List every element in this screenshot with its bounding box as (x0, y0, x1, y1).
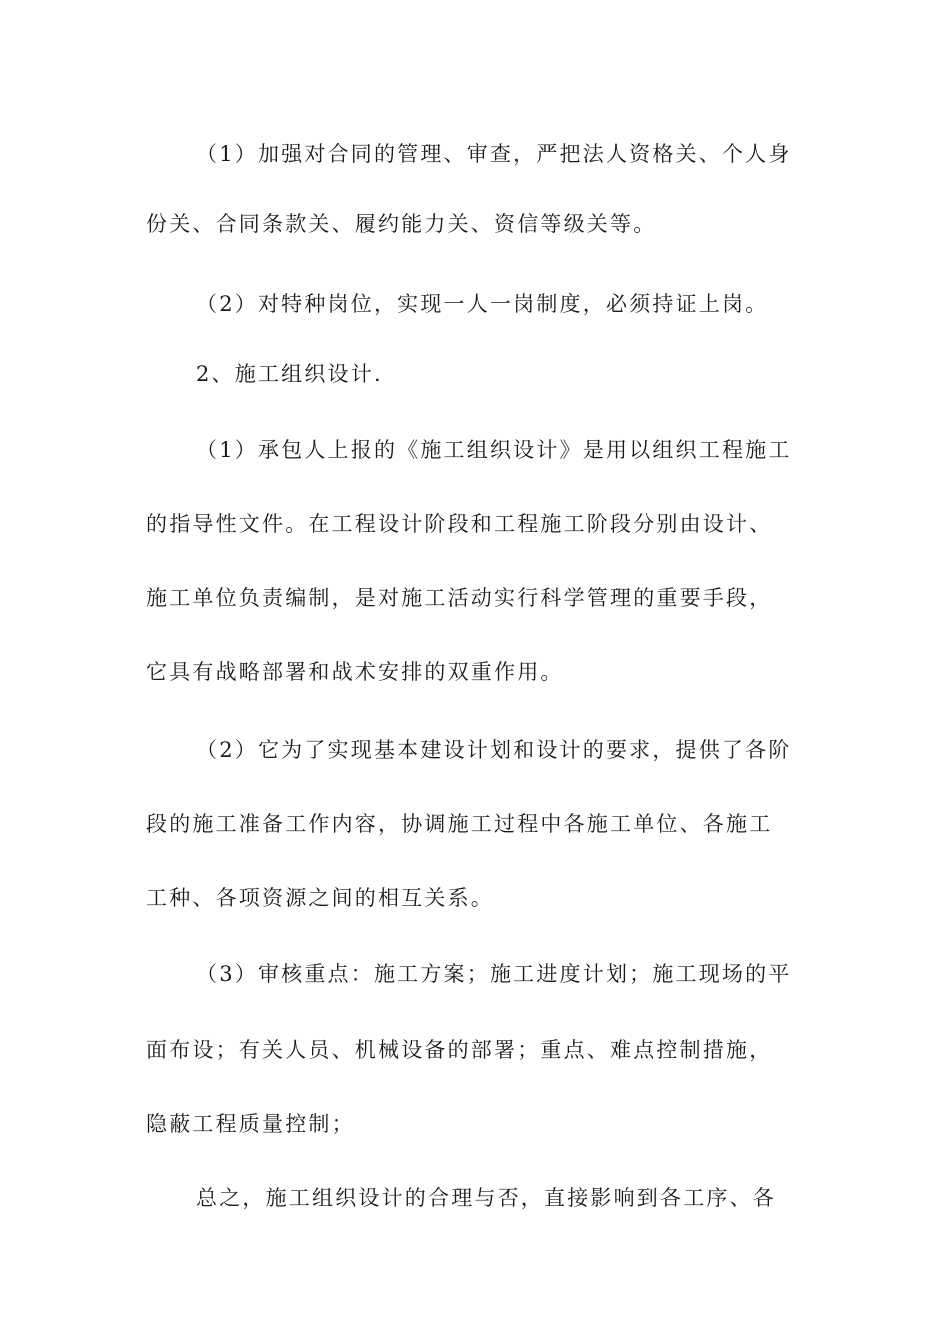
paragraph-line: 工种、各项资源之间的相互关系。 (146, 886, 494, 910)
paragraph-line: 的指导性文件。在工程设计阶段和工程施工阶段分别由设计、 (146, 512, 773, 536)
paragraph-line: 总之，施工组织设计的合理与否，直接影响到各工序、各 (196, 1186, 776, 1210)
paragraph-line: 隐蔽工程质量控制； (146, 1112, 355, 1136)
paragraph-line: （1）承包人上报的《施工组织设计》是用以组织工程施工 (196, 438, 792, 462)
paragraph-line: 面布设；有关人员、机械设备的部署；重点、难点控制措施， (146, 1038, 773, 1062)
paragraph-line: （1）加强对合同的管理、审查，严把法人资格关、个人身 (196, 142, 792, 166)
paragraph-line: 施工单位负责编制，是对施工活动实行科学管理的重要手段， (146, 586, 773, 610)
paragraph-line: （2）对特种岗位，实现一人一岗制度，必须持证上岗。 (196, 292, 769, 316)
paragraph-line: 段的施工准备工作内容，协调施工过程中各施工单位、各施工 (146, 812, 773, 836)
paragraph-line: （2）它为了实现基本建设计划和设计的要求，提供了各阶 (196, 738, 792, 762)
section-heading: 2、施工组织设计. (196, 362, 383, 386)
paragraph-line: （3）审核重点：施工方案；施工进度计划；施工现场的平 (196, 962, 792, 986)
paragraph-line: 它具有战略部署和战术安排的双重作用。 (146, 660, 564, 684)
paragraph-line: 份关、合同条款关、履约能力关、资信等级关等。 (146, 212, 657, 236)
